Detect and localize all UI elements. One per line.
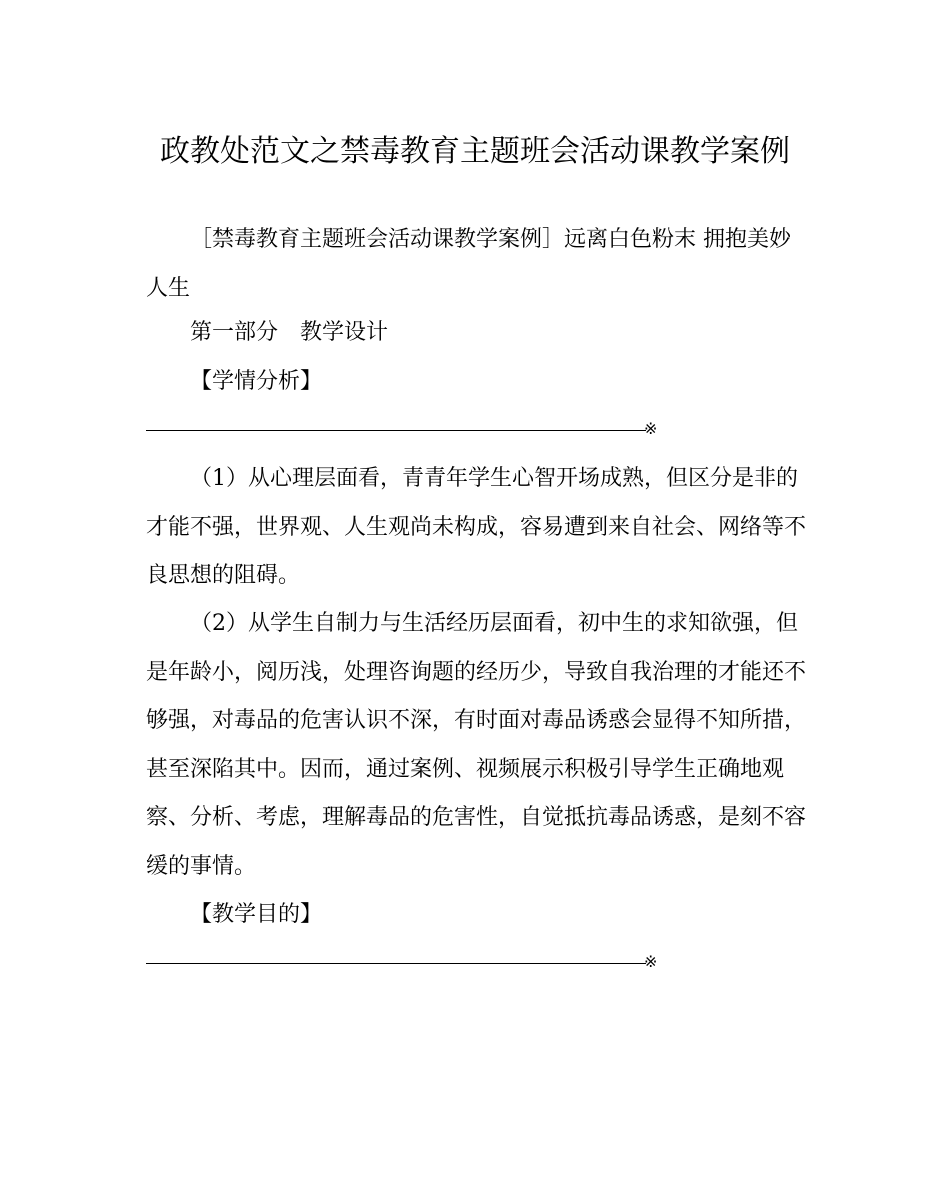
divider-rule <box>146 430 646 431</box>
section-divider <box>146 420 666 440</box>
document-title: 政教处范文之禁毒教育主题班会活动课教学案例 <box>160 134 790 169</box>
reference-mark: ※ <box>644 952 658 971</box>
section-divider <box>146 953 666 973</box>
part-heading: 第一部分 教学设计 <box>190 320 389 345</box>
section-heading-analysis: 【学情分析】 <box>190 369 323 394</box>
analysis-paragraph-1: （1）从心理层面看，青青年学生心智开场成熟，但区分是非的才能不强，世界观、人生观尚未构成，容易遭到来自社会、网络等不良思想的阻碍。 <box>146 466 807 588</box>
analysis-paragraph-2: （2）从学生自制力与生活经历层面看，初中生的求知欲强，但是年龄小，阅历浅，处理咨询题的经历少，导致自我治理的才能还不够强，对毒品的危害认识不深，有时面对毒品诱惑会显得不知所措，甚至深陷其中。因而，通过案例、视频展示积极引导学生正确地观察、分析、考虑，理解毒品的危害性，自觉抵抗毒品诱惑，是刻不容缓的事情。 <box>146 611 807 879</box>
reference-mark: ※ <box>644 419 658 438</box>
divider-rule <box>146 963 646 964</box>
section-heading-goals: 【教学目的】 <box>190 902 323 927</box>
intro-paragraph: ［禁毒教育主题班会活动课教学案例］远离白色粉末 拥抱美妙人生 <box>146 227 791 301</box>
